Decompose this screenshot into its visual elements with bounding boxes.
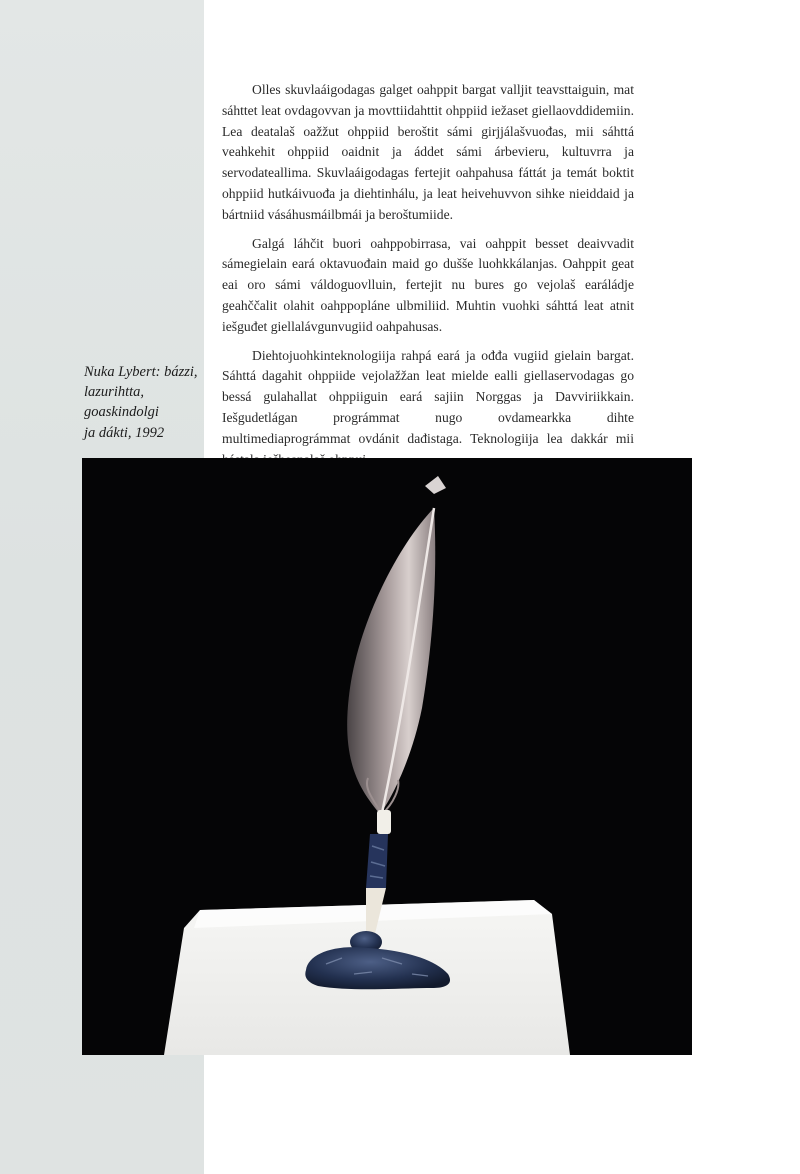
bone-ferrule (377, 810, 391, 834)
paragraph-2: Galgá láhčit buori oahppobirrasa, vai oahppit besset deaivvadit sámegielain eará oktavuođain maid go dušše luohkkálanjas. Oahppit geat eai oro sámi váldoguovlluin, fertejit nu bures go vejolaš earáládje geahččalit olahit oahppopláne ulbmiliid. Muhtin vuohki sáhttá leat atnit iešguđet giellalávgunvugiid oahpahusas. (222, 235, 634, 334)
photo-caption (84, 362, 204, 443)
paragraph-1: Olles skuvlaáigodagas galget oahppit bargat valljit teavsttaiguin, mat sáhttet leat ovdagovvan ja movttiidahttit ohppiid iežaset giellaovddidemiin. Lea deatalaš oažžut ohppiid beroštit sámi girjjálašvuođas, mii sáhttá veahkehit ohppiid oaidnit ja áddet sámi árbevieru, kultuvrra ja servodateallima. Skuvlaáigodagas fertejit oahpahusa fáttát ja temát boktit ohppiid hutkáivuođa ja diehtinhálu, ja leat heivehuvvon sihke nieiddaid ja bártniid vásáhusmáilbmái ja beroštumiide. (222, 82, 634, 222)
caption-line: Nuka Lybert: bázzi, (84, 364, 198, 380)
caption-line: lazurihtta, (84, 384, 145, 401)
feather-pen-artwork (82, 458, 692, 1055)
artwork-photo (82, 458, 692, 1055)
paragraph-3: Diehtojuohkinteknologiija rahpá eará ja ođđa vugiid gielain bargat. Sáhttá dagahit ohppiide vejolažžan leat mielde ealli giellaservodagas go bessá gulahallat ohppiiguin eará sajiin Norggas ja Davviriikkain. Iešgudetlágan prográmmat nugo ovdamearkka dihte multimediaprográmmat ovdánit dađistaga. Teknologiija lea dakkár mii (222, 347, 634, 446)
feather-tip (425, 476, 446, 494)
article-body (222, 80, 634, 478)
caption-line: goaskindolgi (84, 404, 159, 421)
lapis-shaft (366, 834, 388, 888)
caption-line: ja dákti, 1992 (84, 424, 165, 441)
